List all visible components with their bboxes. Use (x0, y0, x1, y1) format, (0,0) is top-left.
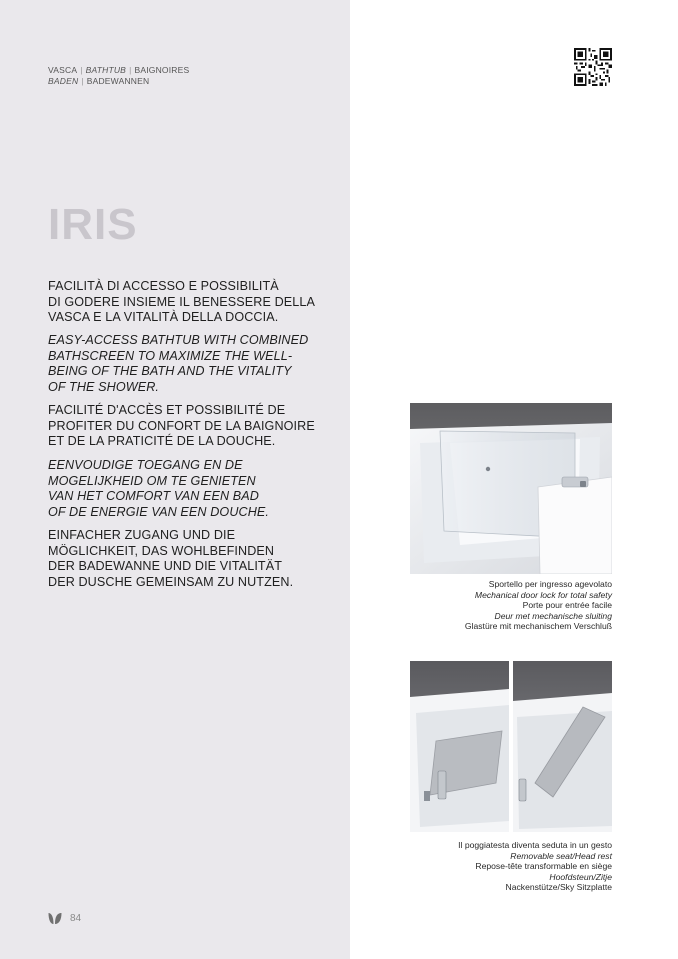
description-line: PROFITER DU CONFORT DE LA BAIGNOIRE (48, 418, 315, 433)
category-baignoires: BAIGNOIRES (134, 65, 190, 75)
description-line: DER BADEWANNE UND DIE VITALITÄT (48, 559, 283, 573)
bathtub-door-photo (410, 403, 612, 574)
description-line: EINFACHER ZUGANG UND DIE (48, 528, 236, 542)
description-line: BATHSCREEN TO MAXIMIZE THE WELL- (48, 348, 293, 363)
category-badewannen: BADEWANNEN (86, 76, 150, 86)
category-baden: BADEN (48, 76, 79, 86)
page-number: 84 (70, 913, 82, 924)
caption-line: Hoofdsteun/Zitje (549, 871, 612, 882)
qr-code-icon[interactable] (574, 47, 612, 87)
description-line: OF DE ENERGIE VAN EEN DOUCHE. (48, 504, 270, 519)
description-line: EENVOUDIGE TOEGANG EN DE (48, 458, 243, 472)
description-line: MOGELIJKHEID OM TE GENIETEN (48, 473, 256, 488)
caption-line: Sportello per ingresso agevolato (488, 579, 612, 589)
description-line: ET DE LA PRATICITÉ DE LA DOUCHE. (48, 434, 276, 448)
category-bathtub: BATHTUB (85, 65, 127, 75)
caption-line: Il poggiatesta diventa seduta in un gesto (458, 840, 612, 850)
category-line-1 (48, 65, 189, 76)
description-line: VAN HET COMFORT VAN EEN BAD (48, 489, 260, 503)
description-english (48, 333, 338, 395)
category-line-2 (48, 76, 189, 87)
caption-line: Nackenstütze/Sky Sitzplatte (505, 882, 612, 892)
description-french (48, 403, 338, 450)
description-dutch (48, 458, 338, 520)
seat-caption (410, 840, 612, 893)
description-italian (48, 279, 338, 326)
seat-flat-photo (410, 661, 509, 832)
product-title: IRIS (48, 200, 138, 249)
seat-raised-photo (513, 661, 612, 832)
description-line: EASY-ACCESS BATHTUB WITH COMBINED (48, 333, 309, 347)
description-line: FACILITÉ D'ACCÈS ET POSSIBILITÉ DE (48, 403, 286, 417)
caption-line: Porte pour entrée facile (522, 600, 612, 610)
description-german (48, 528, 338, 590)
caption-line: Mechanical door lock for total safety (474, 589, 612, 600)
caption-line: Glastüre mit mechanischem Verschluß (464, 621, 612, 631)
door-caption (410, 579, 612, 632)
caption-line: Repose-tête transformable en siège (475, 861, 612, 871)
description-line: OF THE SHOWER. (48, 379, 160, 394)
category-separator: | (81, 76, 84, 86)
category-vasca: VASCA (48, 65, 78, 75)
category-separator: | (129, 65, 132, 75)
description-line: MÖGLICHKEIT, DAS WOHLBEFINDEN (48, 543, 275, 558)
brand-logo-icon (48, 912, 62, 925)
description-line: VASCA E LA VITALITÀ DELLA DOCCIA. (48, 310, 279, 324)
caption-line: Removable seat/Head rest (510, 850, 612, 861)
caption-line: Deur met mechanische sluiting (494, 610, 612, 621)
description-line: DI GODERE INSIEME IL BENESSERE DELLA (48, 294, 315, 309)
description-line: DER DUSCHE GEMEINSAM ZU NUTZEN. (48, 574, 294, 589)
category-separator: | (80, 65, 83, 75)
category-breadcrumb (48, 65, 189, 87)
description-line: FACILITÀ DI ACCESSO E POSSIBILITÀ (48, 279, 279, 293)
description-line: BEING OF THE BATH AND THE VITALITY (48, 364, 292, 378)
